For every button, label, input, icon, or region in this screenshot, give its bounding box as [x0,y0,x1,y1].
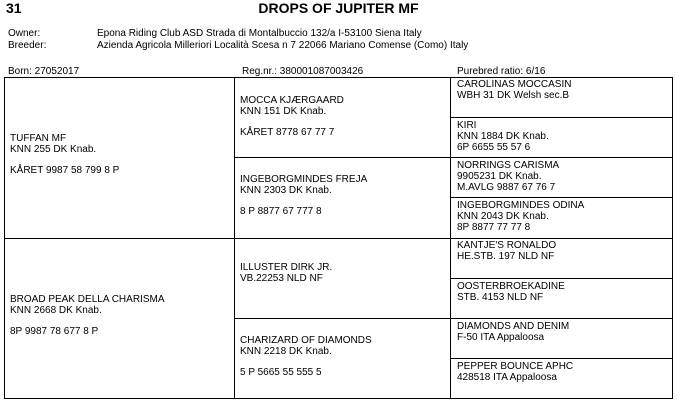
dsd-cell [457,281,565,303]
ss-reg: KNN 151 DK Knab. [240,106,327,117]
dam-cell [10,294,165,337]
sds-cell [457,160,559,193]
ssd-extra: 6P 6655 55 57 6 [457,142,531,153]
dds-name: DIAMONDS AND DENIM [457,321,570,332]
sdd-extra: 8P 8877 77 77 8 [457,222,531,233]
sire-name: TUFFAN MF [10,133,67,144]
ddd-reg: 428518 ITA Appaloosa [457,372,557,383]
row-divider-gen3-d [450,358,673,359]
dd-extra: 5 P 5665 55 555 5 [240,367,322,378]
born-date: Born: 27052017 [8,66,80,77]
row-divider-main [4,238,673,239]
dds-reg: F-50 ITA Appaloosa [457,332,545,343]
row-divider-gen3-b [450,197,673,198]
row-divider-gen2-b [234,318,673,319]
sdd-cell [457,200,584,233]
breeder-value: Azienda Agricola Milleriori Località Scesa n 7 22066 Mariano Comense (Como) Italy [97,40,469,51]
sd-reg: KNN 2303 DK Knab. [240,185,332,196]
dam-reg: KNN 2668 DK Knab. [10,305,102,316]
row-divider-gen2-a [234,157,673,158]
row-divider-gen3-a [450,117,673,118]
purebred-ratio: Purebred ratio: 6/16 [457,66,546,77]
sd-extra: 8 P 8877 67 777 8 [240,206,322,217]
table-top-border [4,77,673,78]
sss-reg: WBH 31 DK Welsh sec.B [457,90,570,101]
sire-extra: KÅRET 9987 58 799 8 P [10,165,120,176]
ds-cell [240,262,332,284]
table-bottom-border [4,398,673,399]
ssd-cell [457,120,549,153]
dsd-reg: STB. 4153 NLD NF [457,292,544,303]
sd-name: INGEBORGMINDES FREJA [240,174,368,185]
sdd-reg: KNN 2043 DK Knab. [457,211,549,222]
ss-extra: KÅRET 8778 67 77 7 [240,127,335,138]
ddd-cell [457,361,573,383]
dss-cell [457,240,556,262]
page-title: DROPS OF JUPITER MF [258,0,419,16]
ds-name: ILLUSTER DIRK JR. [240,262,333,273]
sds-extra: M.AVLG 9887 67 76 7 [457,182,556,193]
breeder-label: Breeder: [8,40,47,51]
ss-cell [240,95,344,138]
dss-reg: HE.STB. 197 NLD NF [457,251,555,262]
sss-name: CAROLINAS MOCCASIN [457,79,572,90]
catalog-number: 31 [6,0,22,16]
ddd-name: PEPPER BOUNCE APHC [457,361,574,372]
sds-name: NORRINGS CARISMA [457,160,560,171]
row-divider-gen3-c [450,278,673,279]
dam-name: BROAD PEAK DELLA CHARISMA [10,294,165,305]
ssd-reg: KNN 1884 DK Knab. [457,131,549,142]
dds-cell [457,321,569,343]
dss-name: KANTJE'S RONALDO [457,240,557,251]
sd-cell [240,174,367,217]
ssd-name: KIRI [457,120,477,131]
registration-number: Reg.nr.: 380001087003426 [242,66,364,77]
sss-cell [457,79,571,101]
dam-extra: 8P 9987 78 677 8 P [10,326,99,337]
sire-cell [10,133,119,176]
sds-reg: 9905231 DK Knab. [457,171,542,182]
owner-value: Epona Riding Club ASD Strada di Montalbuccio 132/a I-53100 Siena Italy [97,28,422,39]
dsd-name: OOSTERBROEKADINE [457,281,565,292]
dd-reg: KNN 2218 DK Knab. [240,346,332,357]
ss-name: MOCCA KJÆRGAARD [240,95,344,106]
dd-cell [240,335,372,378]
owner-label: Owner: [8,28,41,39]
sire-reg: KNN 255 DK Knab. [10,144,97,155]
ds-reg: VB.22253 NLD NF [240,273,323,284]
dd-name: CHARIZARD OF DIAMONDS [240,335,372,346]
sdd-name: INGEBORGMINDES ODINA [457,200,585,211]
